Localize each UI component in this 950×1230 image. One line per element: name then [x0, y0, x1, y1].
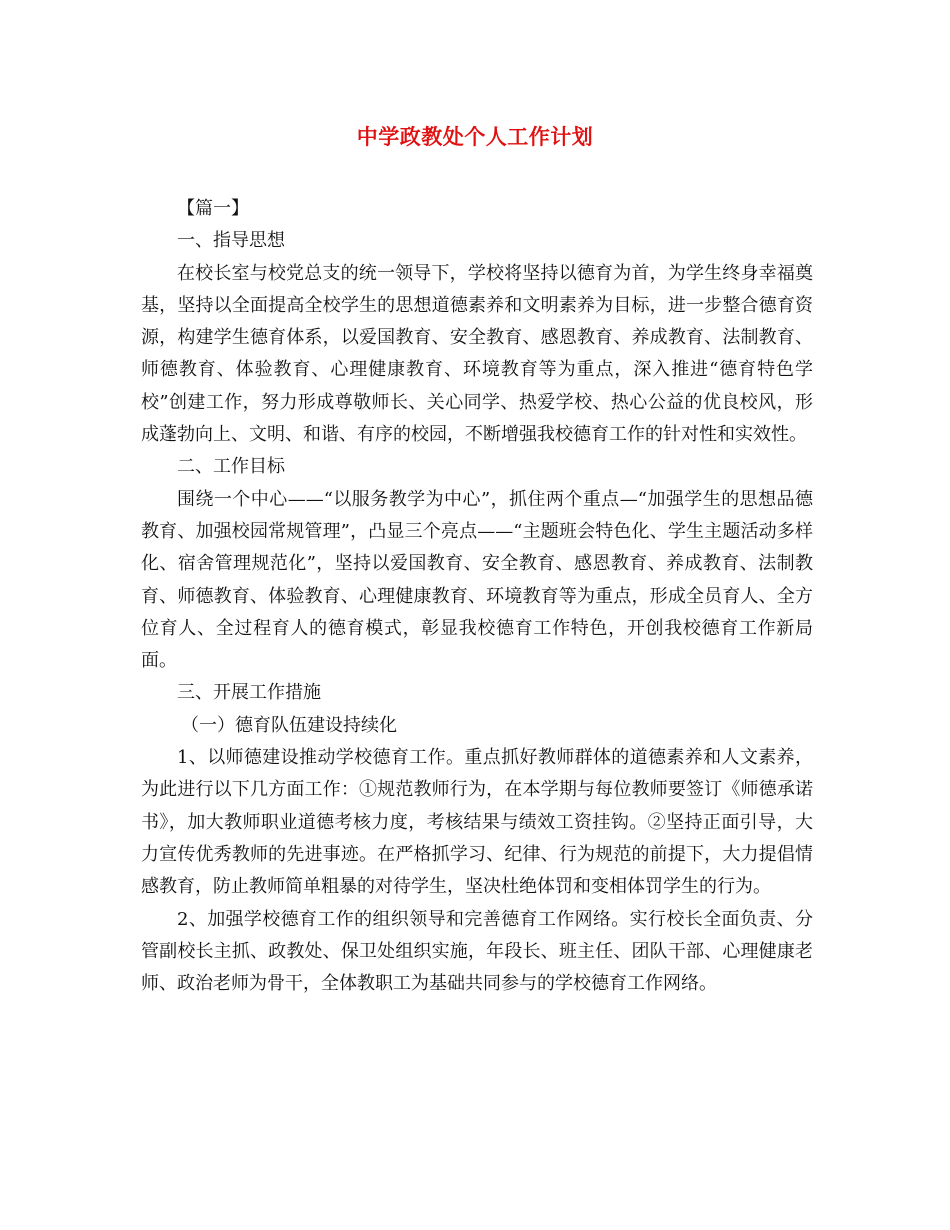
document-title: 中学政教处个人工作计划: [356, 124, 594, 149]
section-label-part-one: 【篇一】: [177, 198, 249, 219]
heading-work-measures: 三、开展工作措施: [177, 682, 321, 704]
paragraph-measure-2: 2、加强学校德育工作的组织领导和完善德育工作网络。实行校长全面负责、分管副校长主抓、政教处、保卫处组织实施，年段长、班主任、团队干部、心理健康老师、政治老师为骨干，全体教职工为基础共同参与的学校德育工作网络。: [141, 908, 813, 995]
paragraph-measure-1: 1、以师德建设推动学校德育工作。重点抓好教师群体的道德素养和人文素养，为此进行以下几方面工作：①规范教师行为，在本学期与每位教师要签订《师德承诺书》，加大教师职业道德考核力度，考核结果与绩效工资挂钩。②坚持正面引导，大力宣传优秀教师的先进事迹。在严格抓学习、纪律、行为规范的前提下，大力提倡情感教育，防止教师简单粗暴的对待学生，坚决杜绝体罚和变相体罚学生的行为。: [141, 747, 813, 898]
heading-guiding-ideology: 一、指导思想: [177, 230, 285, 252]
heading-work-goals: 二、工作目标: [177, 456, 285, 478]
paragraph-work-goals: 围绕一个中心——“以服务教学为中心”，抓住两个重点—“加强学生的思想品德教育、加强校园常规管理”，凸显三个亮点——“主题班会特色化、学生主题活动多样化、宿舍管理规范化”，坚持以爱国教育、安全教育、感恩教育、养成教育、法制教育、师德教育、体验教育、心理健康教育、环境教育等为重点，形成全员育人、全方位育人、全过程育人的德育模式，彰显我校德育工作特色，开创我校德育工作新局面。: [141, 488, 813, 672]
subheading-team-building: （一）德育队伍建设持续化: [181, 714, 397, 736]
paragraph-guiding-ideology: 在校长室与校党总支的统一领导下，学校将坚持以德育为首，为学生终身幸福奠基，坚持以全面提高全校学生的思想道德素养和文明素养为目标，进一步整合德育资源，构建学生德育体系，以爱国教育、安全教育、感恩教育、养成教育、法制教育、师德教育、体验教育、心理健康教育、环境教育等为重点，深入推进“德育特色学校”创建工作，努力形成尊敬师长、关心同学、热爱学校、热心公益的优良校风，形成蓬勃向上、文明、和谐、有序的校园，不断增强我校德育工作的针对性和实效性。: [141, 262, 813, 446]
document-body: [141, 193, 813, 1000]
